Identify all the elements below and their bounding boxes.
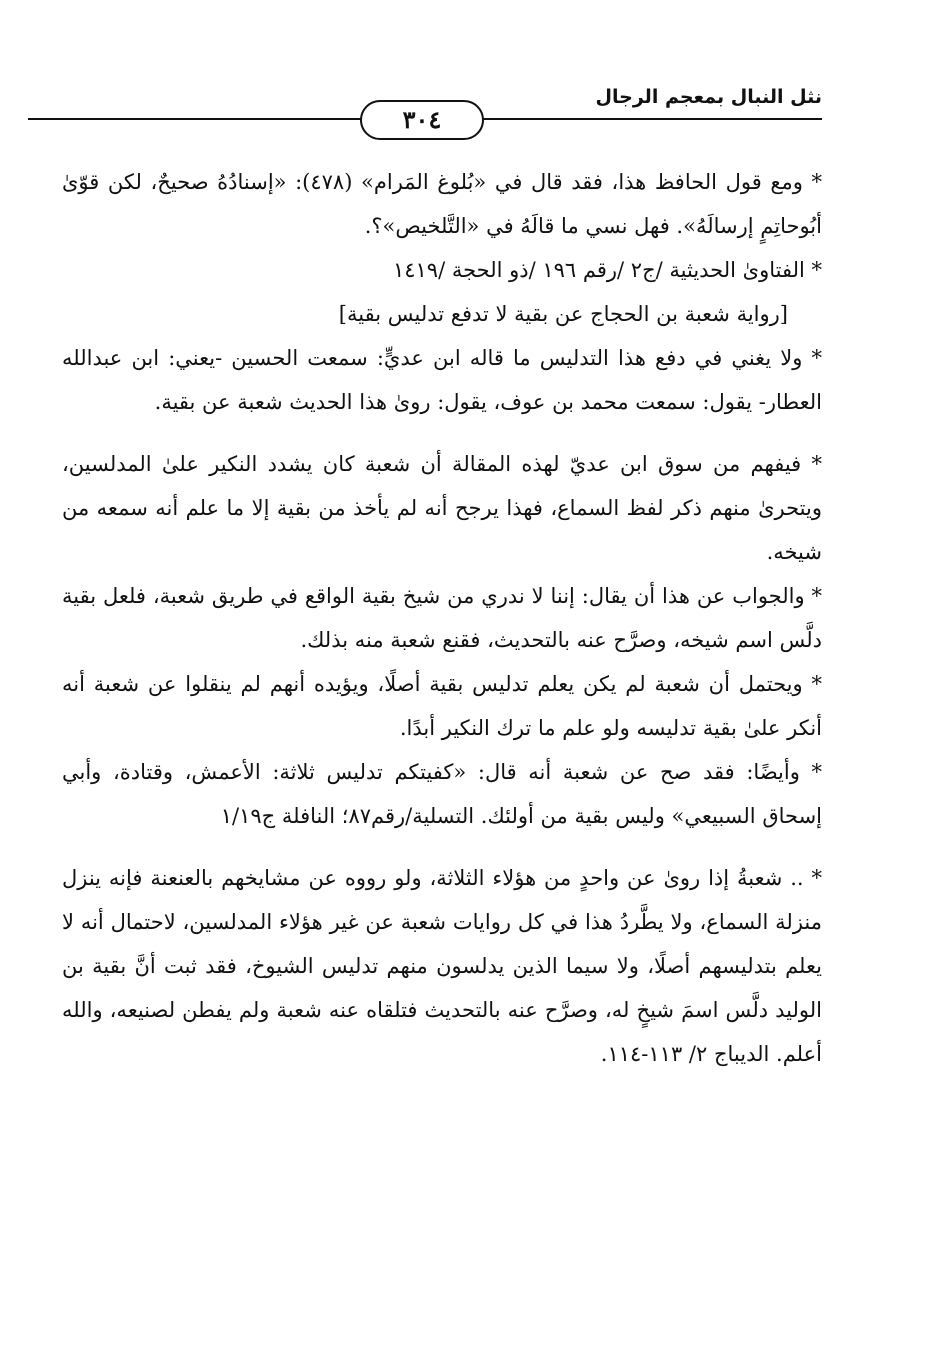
page-header — [28, 78, 822, 134]
page-number-badge: ٣٠٤ — [360, 100, 484, 140]
paragraph-5: * والجواب عن هذا أن يقال: إننا لا ندري من شيخ بقية الواقع في طريق شعبة، فلعل بقية دلَّس اسم شيخه، وصرَّح عنه بالتحديث، فقنع شعبة منه بذلك. — [62, 584, 822, 652]
paragraph-8: * .. شعبةُ إذا روىٰ عن واحدٍ من هؤلاء الثلاثة، ولو رووه عن مشايخهم بالعنعنة فإنه ينزل منزلة السماع، ولا يطَّردُ هذا في كل روايات شعبة عن غير هؤلاء المدلسين، لاحتمال أنه لا يعلم بتدليسهم أصلًا، ولا سيما الذين يدلسون منهم تدليس الشيوخ، فقد ثبت أنَّ بقية بن الوليد دلَّس اسمَ شيخٍ له، وصرَّح عنه بالتحديث فتلقاه عنه شعبة ولم يفطن لصنيعه، والله أعلم. الديباج ٢/ ١١٣-١١٤. — [62, 866, 822, 1066]
running-title: نثل النبال بمعجم الرجال — [595, 86, 822, 108]
paragraph-1: * ومع قول الحافظ هذا، فقد قال في «بُلوغ المَرام» (٤٧٨): «إسنادُهُ صحيحٌ، لكن قوّىٰ أبُوحاتِمٍ إرسالَهُ». فهل نسي ما قالَهُ في «التَّلخيص»؟. — [62, 170, 822, 238]
paragraph-3: * ولا يغني في دفع هذا التدليس ما قاله ابن عديٍّ: سمعت الحسين -يعني: ابن عبدالله العطار- يقول: سمعت محمد بن عوف، يقول: روىٰ هذا الحديث شعبة عن بقية. — [62, 346, 822, 414]
paragraph-7: * وأيضًا: فقد صح عن شعبة أنه قال: «كفيتكم تدليس ثلاثة: الأعمش، وقتادة، وأبي إسحاق السبيعي» وليس بقية من أولئك. التسلية/رقم٨٧؛ النافلة ج١/١٩ — [62, 760, 822, 828]
paragraph-6: * ويحتمل أن شعبة لم يكن يعلم تدليس بقية أصلًا، ويؤيده أنهم لم ينقلوا عن شعبة أنه أنكر علىٰ بقية تدليسه ولو علم ما ترك النكير أبدًا. — [62, 672, 822, 740]
paragraph-4: * فيفهم من سوق ابن عديّ لهذه المقالة أن شعبة كان يشدد النكير علىٰ المدلسين، ويتحرىٰ منهم ذكر لفظ السماع، فهذا يرجح أنه لم يأخذ من بقية إلا ما علم أنه سمعه من شيخه. — [62, 452, 822, 564]
body-text — [62, 160, 822, 1076]
section-heading: [رواية شعبة بن الحجاج عن بقية لا تدفع تدليس بقية] — [338, 302, 788, 326]
paragraph-2-reference: * الفتاوىٰ الحديثية /ج٢ /رقم ١٩٦ /ذو الحجة /١٤١٩ — [392, 258, 822, 282]
